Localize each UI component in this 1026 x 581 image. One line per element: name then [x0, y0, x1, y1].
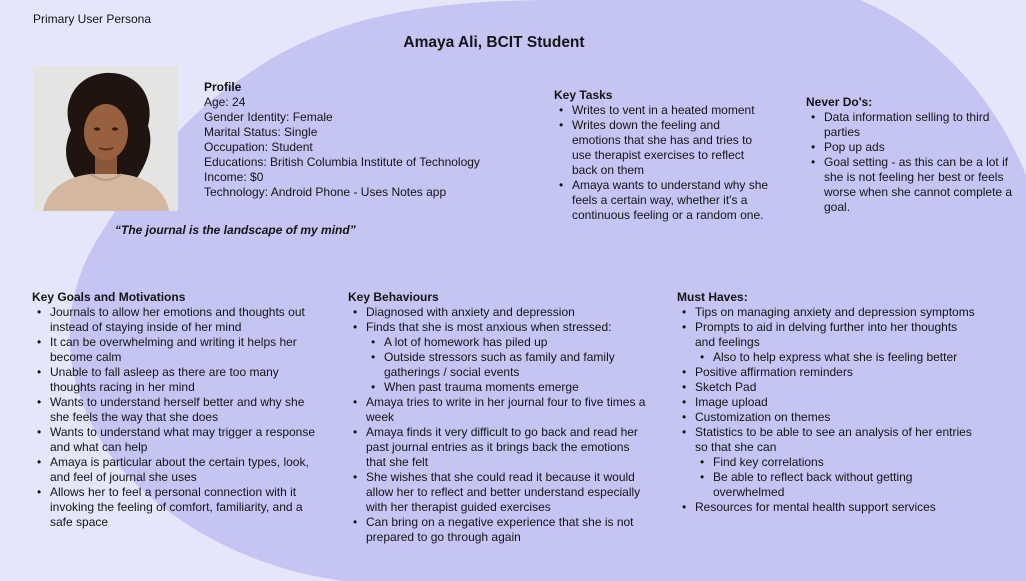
- profile-occupation: Occupation: Student: [204, 140, 313, 154]
- profile-heading: Profile: [204, 80, 242, 94]
- list-item: • Allows her to feel a personal connection with it invoking the feeling of comfort, familiarity, and a safe space: [32, 485, 322, 530]
- list-item: • Writes down the feeling and emotions that she has and tries to use therapist exercises to reflect back on them: [554, 118, 769, 178]
- sub-list-item: • Outside stressors such as family and family gatherings / social events: [348, 350, 648, 380]
- persona-quote: “The journal is the landscape of my mind”: [115, 223, 356, 237]
- must-haves-heading: Must Haves:: [677, 290, 748, 304]
- sub-list-item: • Find key correlations: [677, 455, 977, 470]
- must-haves-list: [677, 305, 977, 515]
- persona-label: Primary User Persona: [33, 12, 152, 26]
- list-item: • Amaya tries to write in her journal four to five times a week: [348, 395, 648, 425]
- key-tasks-list: [554, 103, 769, 223]
- persona-photo: [33, 66, 178, 211]
- list-item: • Statistics to be able to see an analysis of her entries so that she can: [677, 425, 977, 455]
- behaviours-heading: Key Behaviours: [348, 290, 439, 304]
- profile-section: [204, 80, 480, 200]
- sub-list-item: • Also to help express what she is feeling better: [677, 350, 977, 365]
- sub-list-item: • Be able to reflect back without getting overwhelmed: [677, 470, 977, 500]
- list-item: • Image upload: [677, 395, 977, 410]
- list-item: • Data information selling to third parties: [806, 110, 1016, 140]
- list-item: • Sketch Pad: [677, 380, 977, 395]
- list-item: • It can be overwhelming and writing it helps her become calm: [32, 335, 322, 365]
- profile-gender: Gender Identity: Female: [204, 110, 333, 124]
- list-item: • Positive affirmation reminders: [677, 365, 977, 380]
- sub-list-item: • A lot of homework has piled up: [348, 335, 648, 350]
- list-item: • Tips on managing anxiety and depression symptoms: [677, 305, 977, 320]
- never-dos-list: [806, 110, 1016, 215]
- profile-income: Income: $0: [204, 170, 264, 184]
- key-tasks-section: [554, 88, 769, 223]
- list-item: • Unable to fall asleep as there are too many thoughts racing in her mind: [32, 365, 322, 395]
- list-item: • Goal setting - as this can be a lot if she is not feeling her best or feels worse when she cannot complete a goal.: [806, 155, 1016, 215]
- list-item: • Journals to allow her emotions and thoughts out instead of staying inside of her mind: [32, 305, 322, 335]
- list-item: • Prompts to aid in delving further into her thoughts and feelings: [677, 320, 977, 350]
- list-item: • Amaya is particular about the certain types, look, and feel of journal she uses: [32, 455, 322, 485]
- profile-technology: Technology: Android Phone - Uses Notes app: [204, 185, 447, 199]
- list-item: • She wishes that she could read it because it would allow her to reflect and better understand especially with her therapist guided exercises: [348, 470, 648, 515]
- profile-marital-status: Marital Status: Single: [204, 125, 318, 139]
- list-item: • Amaya wants to understand why she feels a certain way, whether it's a continuous feeling or a random one.: [554, 178, 769, 223]
- behaviours-list: [348, 305, 648, 545]
- goals-section: [32, 290, 322, 530]
- behaviours-section: [348, 290, 648, 545]
- never-dos-heading: Never Do's:: [806, 95, 873, 109]
- list-item: • Customization on themes: [677, 410, 977, 425]
- never-dos-section: [806, 95, 1016, 215]
- list-item: • Amaya finds it very difficult to go back and read her past journal entries as it brings back the emotions that she felt: [348, 425, 648, 470]
- list-item: • Resources for mental health support services: [677, 500, 977, 515]
- key-tasks-heading: Key Tasks: [554, 88, 613, 102]
- goals-heading: Key Goals and Motivations: [32, 290, 186, 304]
- profile-education: Educations: British Columbia Institute of Technology: [204, 155, 480, 169]
- list-item: • Pop up ads: [806, 140, 1016, 155]
- page-title: Amaya Ali, BCIT Student: [403, 34, 585, 51]
- sub-list-item: • When past trauma moments emerge: [348, 380, 648, 395]
- list-item: • Wants to understand what may trigger a response and what can help: [32, 425, 322, 455]
- list-item: • Diagnosed with anxiety and depression: [348, 305, 648, 320]
- goals-list: [32, 305, 322, 530]
- must-haves-section: [677, 290, 977, 515]
- list-item: • Finds that she is most anxious when stressed:: [348, 320, 648, 335]
- list-item: • Writes to vent in a heated moment: [554, 103, 769, 118]
- list-item: • Wants to understand herself better and why she she feels the way that she does: [32, 395, 322, 425]
- list-item: • Can bring on a negative experience that she is not prepared to go through again: [348, 515, 648, 545]
- profile-age: Age: 24: [204, 95, 246, 109]
